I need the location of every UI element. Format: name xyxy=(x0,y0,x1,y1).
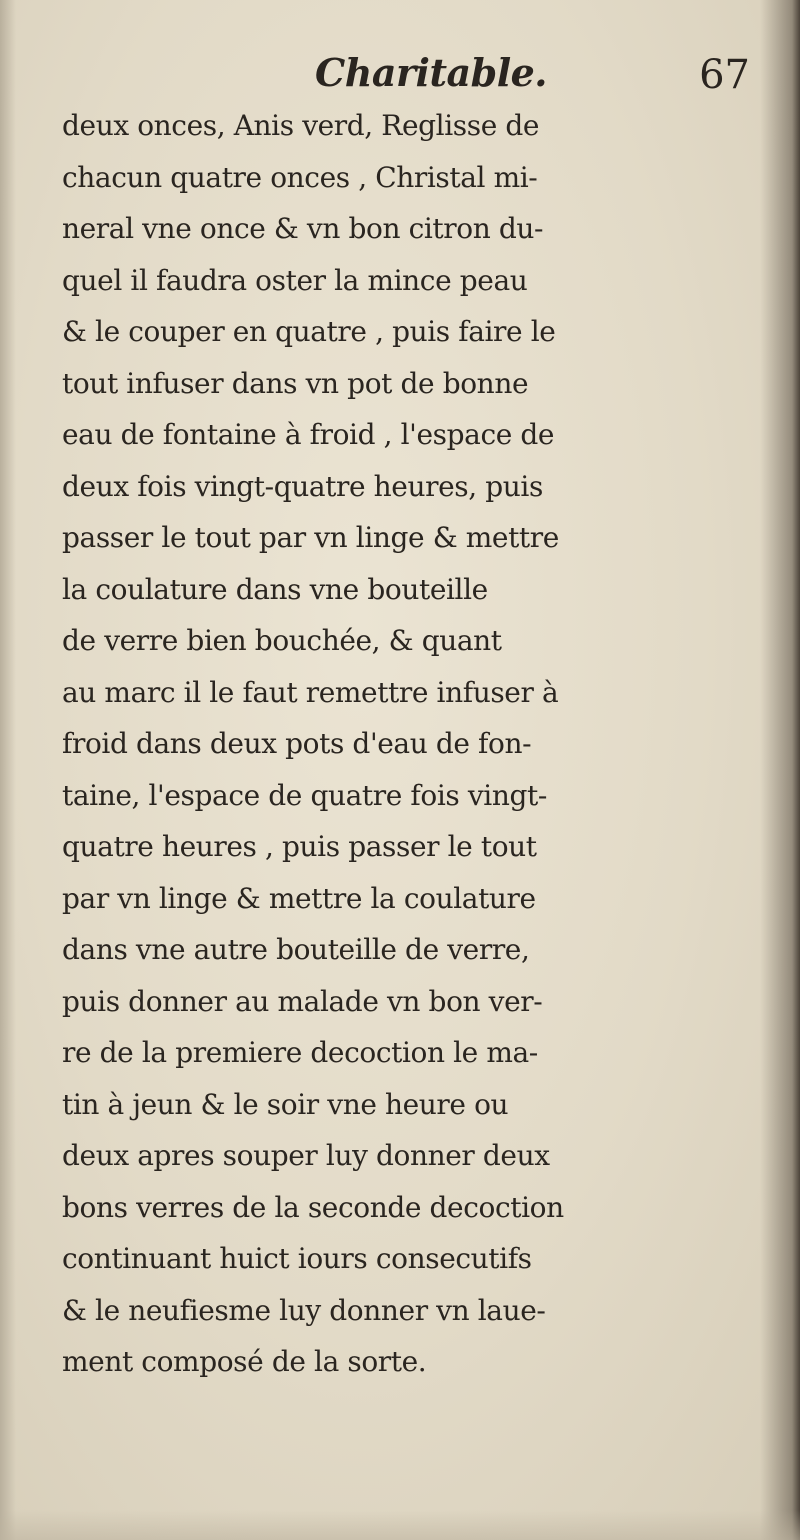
text-line: au marc il le faut remettre infuser à xyxy=(62,675,559,709)
text-line: deux fois vingt-quatre heures, puis xyxy=(62,469,543,503)
text-line: passer le tout par vn linge & mettre xyxy=(62,521,559,554)
text-line: quatre heures , puis passer le tout xyxy=(62,830,537,863)
text-line: tout infuser dans vn pot de bonne xyxy=(62,366,529,400)
running-head xyxy=(290,42,750,102)
running-title: Charitable. xyxy=(315,50,548,95)
text-line: taine, l'espace de quatre fois vingt- xyxy=(62,778,547,812)
text-line: continuant huict iours consecutifs xyxy=(62,1242,532,1275)
text-line: deux apres souper luy donner deux xyxy=(62,1139,550,1172)
body-text xyxy=(62,100,782,1388)
text-line: chacun quatre onces , Christal mi- xyxy=(62,160,538,194)
text-line: dans vne autre bouteille de verre, xyxy=(62,933,530,966)
text-line: re de la premiere decoction le ma- xyxy=(62,1036,538,1069)
text-line: la coulature dans vne bouteille xyxy=(62,572,488,606)
page-bottom-edge xyxy=(0,1510,800,1540)
text-line: eau de fontaine à froid , l'espace de xyxy=(62,418,555,451)
text-line: quel il faudra oster la mince peau xyxy=(62,263,528,297)
text-line: tin à jeun & le soir vne heure ou xyxy=(62,1087,509,1121)
text-line: & le couper en quatre , puis faire le xyxy=(62,315,556,348)
text-line: bons verres de la seconde decoction xyxy=(62,1190,564,1224)
text-line: deux onces, Anis verd, Reglisse de xyxy=(62,109,540,142)
page-number: 67 xyxy=(699,52,750,98)
text-line: par vn linge & mettre la coulature xyxy=(62,881,536,915)
text-line: froid dans deux pots d'eau de fon- xyxy=(62,727,532,760)
text-line: de verre bien bouchée, & quant xyxy=(62,624,502,657)
text-line: ment composé de la sorte. xyxy=(62,1345,427,1378)
page-edge-shadow xyxy=(0,0,16,1540)
text-line: puis donner au malade vn bon ver- xyxy=(62,984,543,1018)
text-line: neral vne once & vn bon citron du- xyxy=(62,212,544,245)
text-line: & le neufiesme luy donner vn laue- xyxy=(62,1293,546,1327)
